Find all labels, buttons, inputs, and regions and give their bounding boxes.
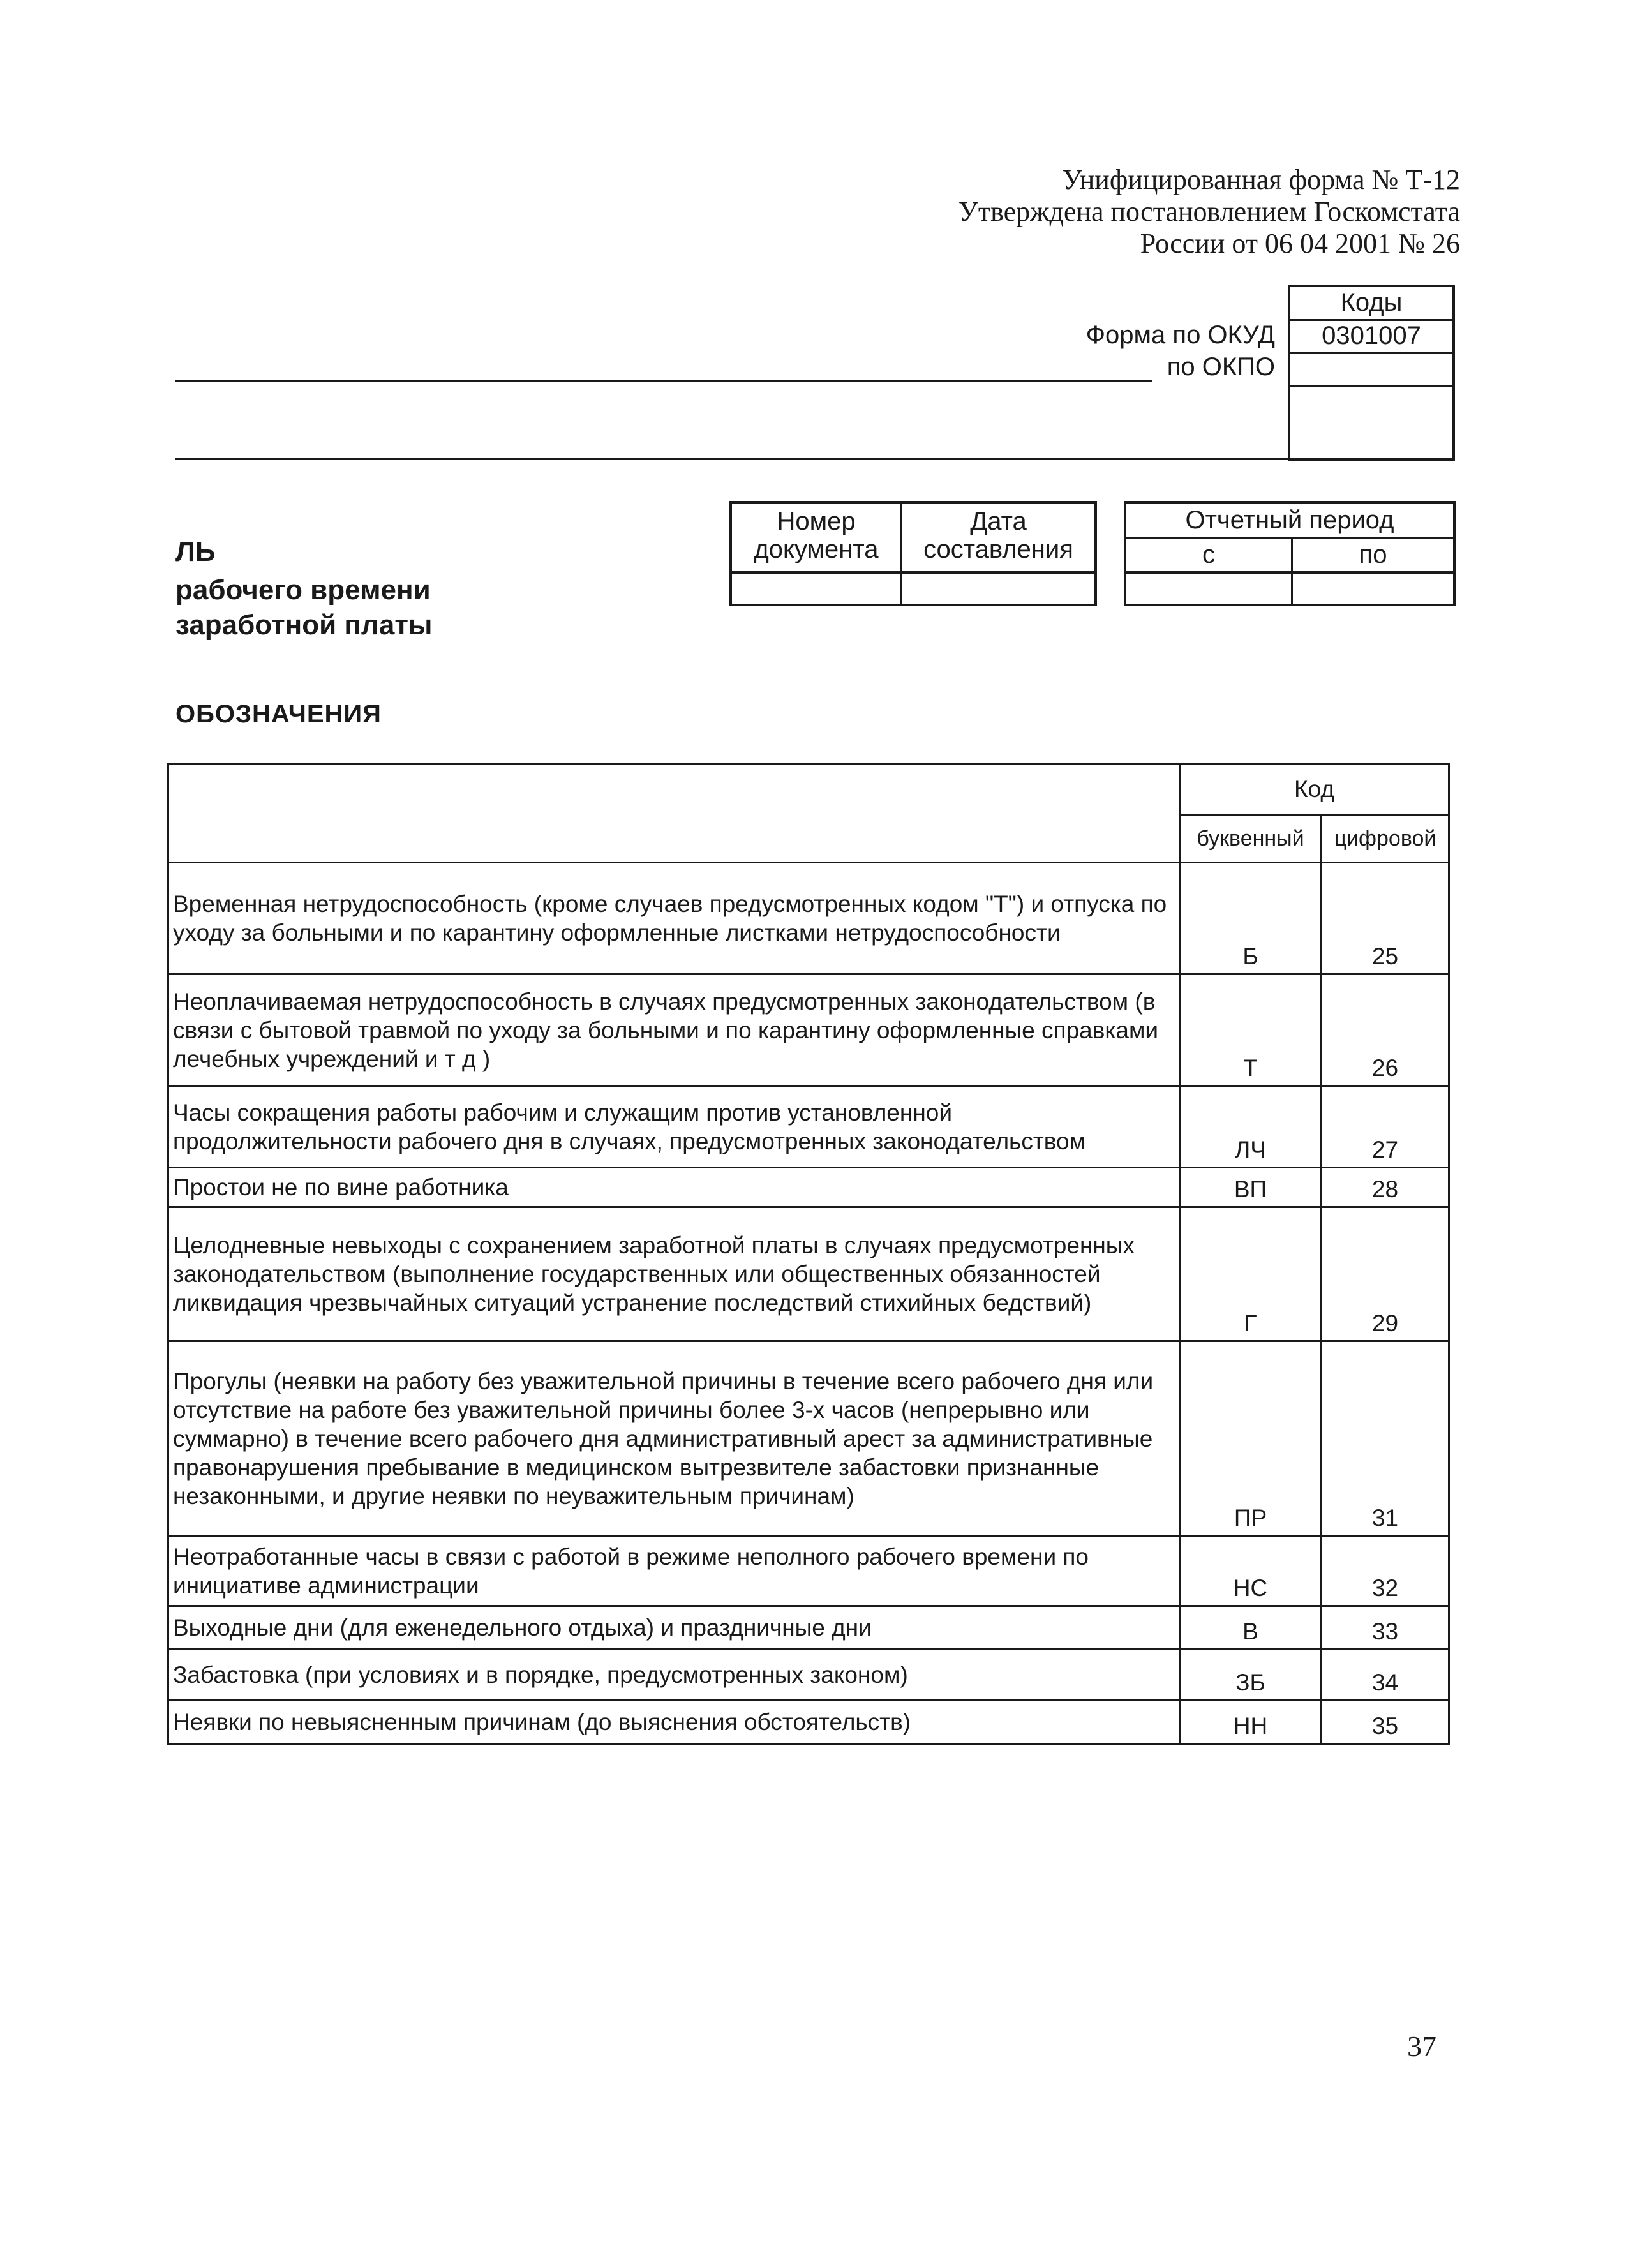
legend-row-digit-code: 35 xyxy=(1322,1701,1449,1744)
legend-row-description: Неявки по невыясненным причинам (до выяснения обстоятельств) xyxy=(168,1701,1180,1744)
legend-row xyxy=(168,1650,1449,1701)
codes-header: Коды xyxy=(1290,287,1452,321)
form-number-line: Унифицированная форма № Т-12 xyxy=(1062,164,1460,195)
legend-row xyxy=(168,1701,1449,1744)
legend-row-description: Забастовка (при условиях и в порядке, предусмотренных законом) xyxy=(168,1650,1180,1701)
legend-row-description: Прогулы (неявки на работу без уважительной причины в течение всего рабочего дня или отсутствие на работе без уважительной причины более 3-х часов (непрерывно или суммарно) в течение всего рабочего дня административный арест за административные правонарушения пребывание в медицинском вытрезвителе забастовки признанные незаконными, и другие неявки по неуважительным причинам) xyxy=(168,1341,1180,1536)
legend-row-description: Временная нетрудоспособность (кроме случаев предусмотренных кодом "Т") и отпуска по уходу за больными и по карантину оформленные листками нетрудоспособности xyxy=(168,863,1180,974)
organization-line xyxy=(175,380,1152,382)
document-date-label: Дата составления xyxy=(923,507,1073,563)
legend-row xyxy=(168,974,1449,1086)
legend-row-description: Выходные дни (для еженедельного отдыха) и праздничные дни xyxy=(168,1606,1180,1650)
approval-date-line: России от 06 04 2001 № 26 xyxy=(1140,228,1460,259)
legend-row-digit-code: 27 xyxy=(1322,1086,1449,1168)
legend-table xyxy=(167,763,1450,1745)
department-line xyxy=(175,458,1288,460)
legend-row-digit-code: 31 xyxy=(1322,1341,1449,1536)
legend-header-code: Код xyxy=(1180,764,1449,815)
legend-row-digit-code: 34 xyxy=(1322,1650,1449,1701)
okpo-value xyxy=(1290,352,1452,387)
legend-row-letter-code: Б xyxy=(1180,863,1322,974)
legend-row xyxy=(168,1207,1449,1341)
reporting-period-label: Отчетный период xyxy=(1185,506,1394,534)
period-from-label: с xyxy=(1202,541,1215,569)
legend-row-description: Неоплачиваемая нетрудоспособность в случаях предусмотренных законодательством (в связи с бытовой травмой по уходу за больными и по карантину оформленные справками лечебных учреждений и т д ) xyxy=(168,974,1180,1086)
page-number: 37 xyxy=(1407,2030,1436,2063)
okpo-label: по ОКПО xyxy=(1167,353,1275,381)
title-line-2: рабочего времени xyxy=(175,574,431,606)
reporting-period-table xyxy=(1124,501,1456,606)
legend-row-digit-code: 29 xyxy=(1322,1207,1449,1341)
codes-table xyxy=(1288,285,1455,461)
legend-row-description: Целодневные невыходы с сохранением заработной платы в случаях предусмотренных законодательством (выполнение государственных или общественных обязанностей ликвидация чрезвычайных ситуаций устранение последствий стихийных бедствий) xyxy=(168,1207,1180,1341)
legend-row-letter-code: Г xyxy=(1180,1207,1322,1341)
legend-header-letter: буквенный xyxy=(1180,815,1322,863)
document-number-label: Номер документа xyxy=(754,507,879,563)
title-line-3: заработной платы xyxy=(175,609,433,641)
title-line-1: ЛЬ xyxy=(175,536,216,567)
legend-row xyxy=(168,1168,1449,1207)
legend-row-letter-code: ЗБ xyxy=(1180,1650,1322,1701)
document-number-date-table xyxy=(729,501,1097,606)
legend-row-letter-code: ПР xyxy=(1180,1341,1322,1536)
legend-row-description: Часы сокращения работы рабочим и служащим против установленной продолжительности рабочего дня в случаях, предусмотренных законодательством xyxy=(168,1086,1180,1168)
legend-row-description: Простои не по вине работника xyxy=(168,1168,1180,1207)
approval-line: Утверждена постановлением Госкомстата xyxy=(958,196,1460,227)
legend-header-desc xyxy=(168,764,1180,863)
legend-header-digit: цифровой xyxy=(1322,815,1449,863)
okud-value: 0301007 xyxy=(1290,319,1452,354)
legend-row xyxy=(168,1341,1449,1536)
legend-row-digit-code: 25 xyxy=(1322,863,1449,974)
legend-row-letter-code: НС xyxy=(1180,1536,1322,1606)
legend-row-letter-code: ВП xyxy=(1180,1168,1322,1207)
legend-row-letter-code: НН xyxy=(1180,1701,1322,1744)
legend-row-digit-code: 28 xyxy=(1322,1168,1449,1207)
section-title: ОБОЗНАЧЕНИЯ xyxy=(175,700,382,728)
legend-row xyxy=(168,1086,1449,1168)
legend-row xyxy=(168,863,1449,974)
legend-row xyxy=(168,1606,1449,1650)
legend-row xyxy=(168,1536,1449,1606)
legend-row-digit-code: 32 xyxy=(1322,1536,1449,1606)
legend-row-letter-code: ЛЧ xyxy=(1180,1086,1322,1168)
legend-row-letter-code: Т xyxy=(1180,974,1322,1086)
legend-row-digit-code: 26 xyxy=(1322,974,1449,1086)
legend-header-row xyxy=(168,764,1449,815)
legend-row-letter-code: В xyxy=(1180,1606,1322,1650)
legend-row-description: Неотработанные часы в связи с работой в режиме неполного рабочего времени по инициативе администрации xyxy=(168,1536,1180,1606)
legend-row-digit-code: 33 xyxy=(1322,1606,1449,1650)
period-to-label: по xyxy=(1359,541,1387,569)
okud-label: Форма по ОКУД xyxy=(1085,321,1275,349)
